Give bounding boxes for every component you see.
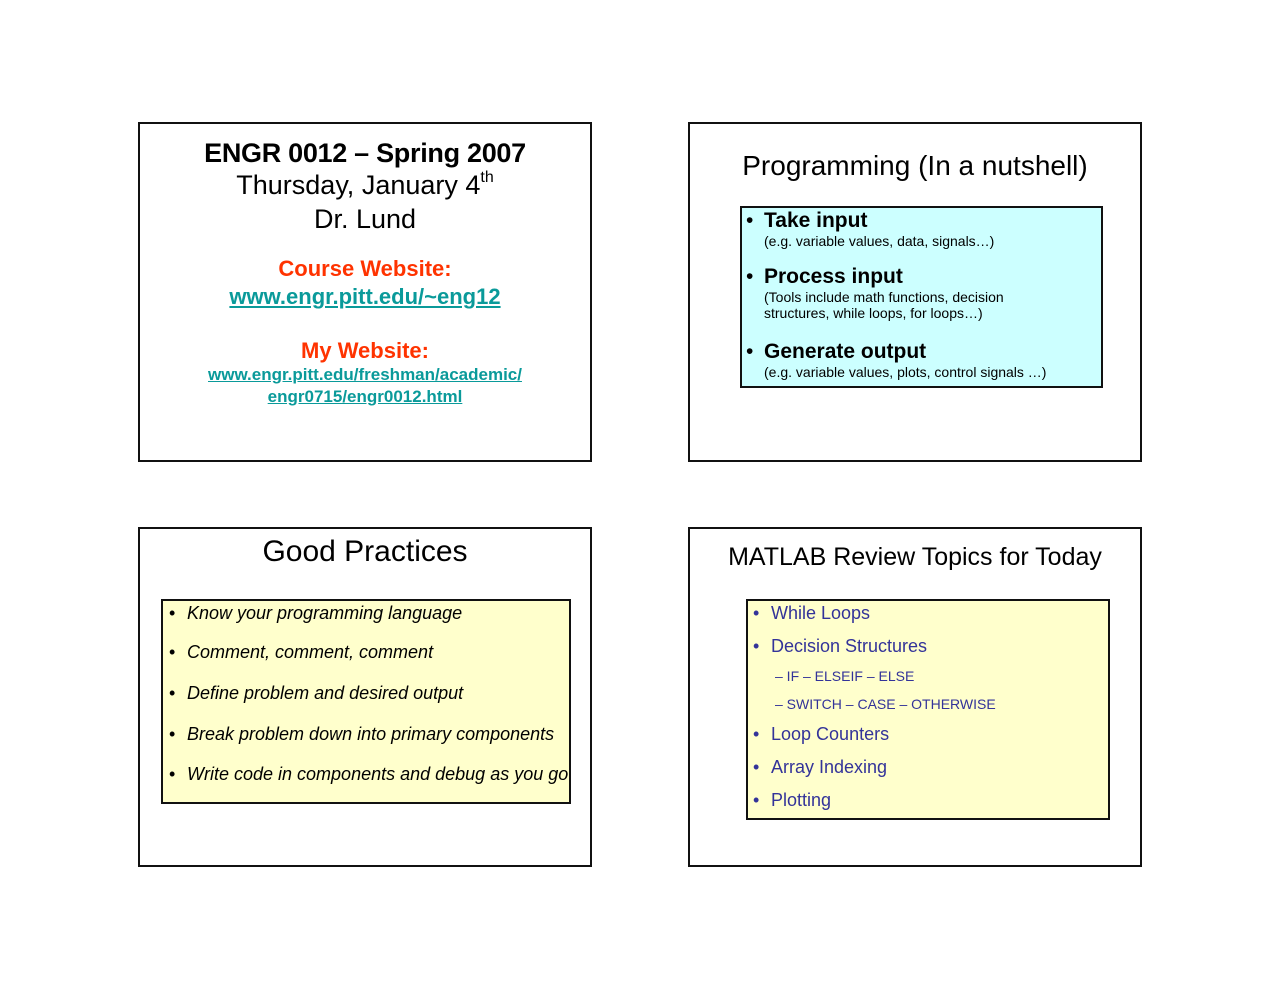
list-item [169,683,463,704]
course-title: ENGR 0012 – Spring 2007 [204,138,526,168]
list-item-text: Loop Counters [771,724,890,744]
topics-box [746,599,1110,820]
bullet: • [753,790,760,810]
list-item-text: Plotting [771,790,832,810]
my-website-link[interactable] [140,364,590,408]
list-item-text: Break problem down into primary components [187,724,555,744]
list-item [746,265,1054,321]
list-item-text: Comment, comment, comment [187,642,434,662]
list-item [169,603,462,624]
slide-programming-nutshell [688,122,1142,462]
bullet: • [169,603,176,623]
list-item-text: Know your programming language [187,603,463,623]
bullet: • [746,340,754,363]
sub-list-item: – IF – ELSEIF – ELSE [775,668,915,684]
list-item [753,603,870,624]
bullet: • [753,603,760,623]
programming-steps-box [740,206,1103,388]
slide-good-practices [138,527,592,867]
list-item-text: Write code in components and debug as you go [187,764,569,784]
my-website-label: My Website: [301,338,429,363]
slide-title: Good Practices [262,535,468,568]
item-heading: Take input [764,209,868,232]
practices-box [161,599,571,804]
course-website-link[interactable]: www.engr.pitt.edu/~eng12 [229,284,501,309]
bullet: • [169,724,176,744]
list-item [753,757,887,778]
my-website-link-line2[interactable]: engr0715/engr0012.html [267,387,463,406]
list-item-text: Array Indexing [771,757,888,777]
list-item-text: Define problem and desired output [187,683,464,703]
slide-title: MATLAB Review Topics for Today [728,543,1102,571]
slide-title: Programming (In a nutshell) [742,150,1088,181]
list-item-text: While Loops [771,603,871,623]
list-item [169,642,433,663]
slide-course-intro [138,122,592,462]
item-detail: (e.g. variable values, plots, control signals …) [764,364,1047,380]
bullet: • [753,724,760,744]
list-item [753,724,889,745]
item-heading: Process input [764,265,903,288]
sub-list-item: – SWITCH – CASE – OTHERWISE [775,696,996,712]
bullet: • [169,764,176,784]
list-item [169,764,568,785]
list-item [753,790,831,811]
item-heading: Generate output [764,340,927,363]
list-item [746,209,1084,249]
bullet: • [753,757,760,777]
bullet: • [746,209,754,232]
item-detail: (Tools include math functions, decision structures, while loops, for loops…) [764,289,1004,321]
lecture-date [140,170,590,201]
bullet: • [753,636,760,656]
course-website-label: Course Website: [278,256,452,281]
slide-matlab-topics [688,527,1142,867]
list-item [169,724,554,745]
list-item [746,340,1094,380]
bullet: • [169,683,176,703]
my-website-link-line1[interactable]: www.engr.pitt.edu/freshman/academic/ [208,365,522,384]
instructor-name: Dr. Lund [313,204,417,234]
lecture-date-text: Thursday, January 4 [236,170,481,200]
list-item-text: Decision Structures [771,636,928,656]
item-detail: (e.g. variable values, data, signals…) [764,233,995,249]
bullet: • [746,265,754,288]
lecture-date-suffix: th [480,169,494,186]
list-item [753,636,927,657]
bullet: • [169,642,176,662]
